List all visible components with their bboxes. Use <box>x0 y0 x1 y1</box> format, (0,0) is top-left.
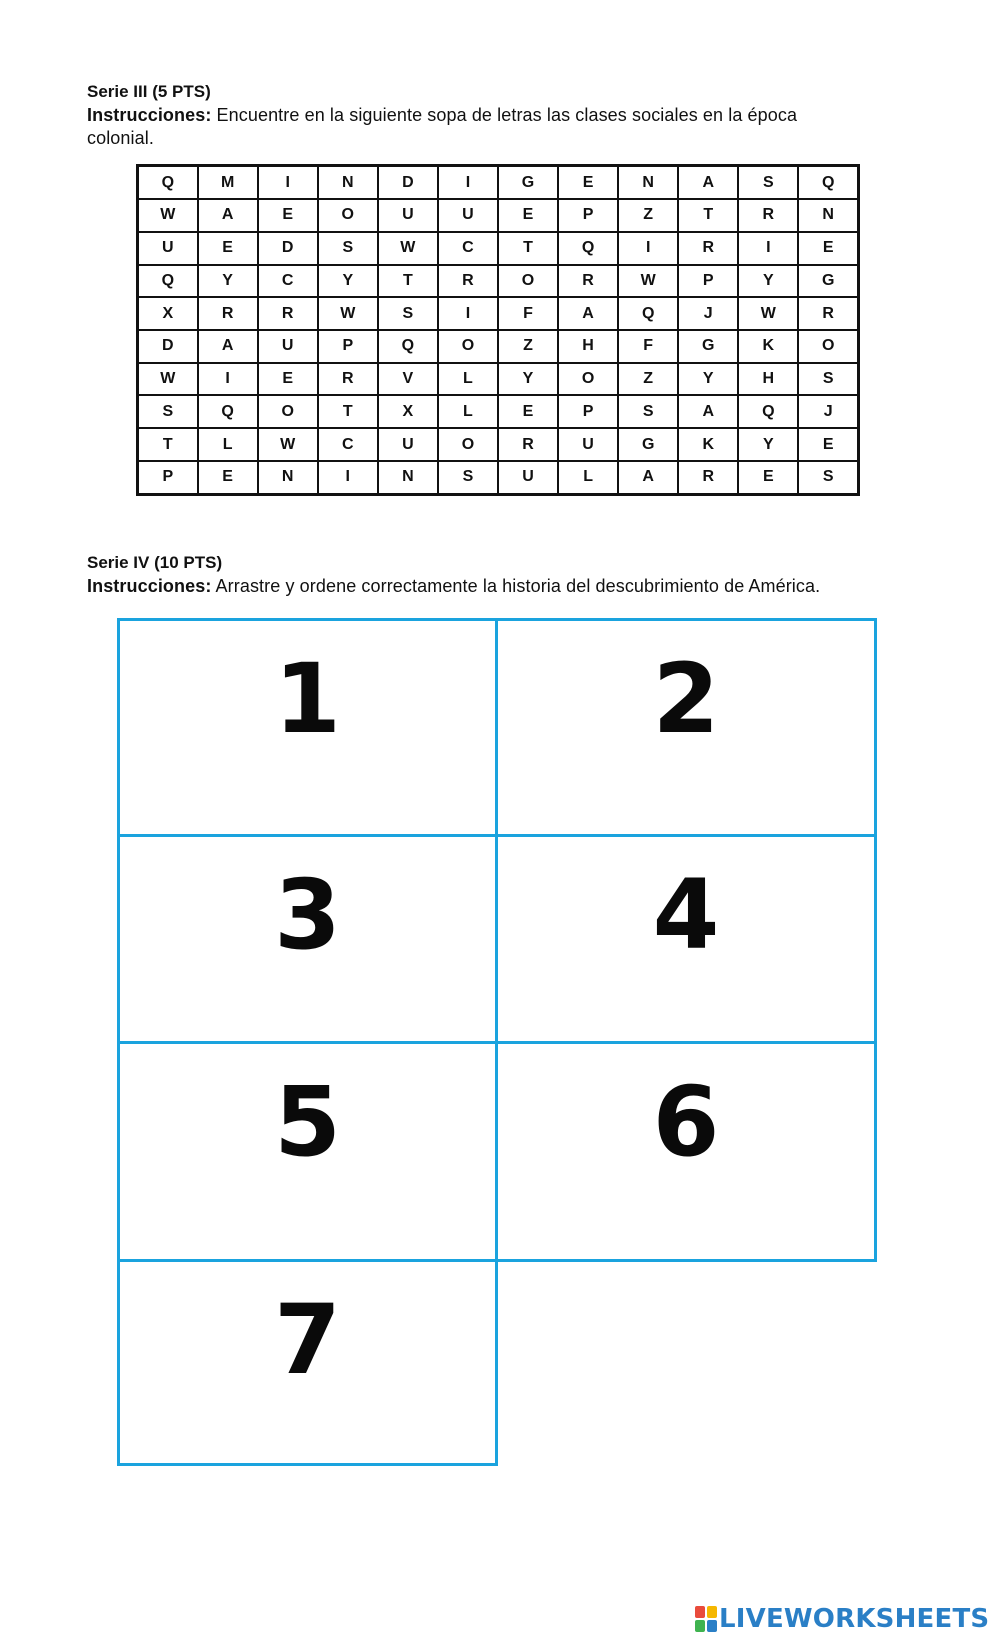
word-search-cell[interactable]: W <box>258 428 318 461</box>
word-search-cell[interactable]: E <box>558 166 618 200</box>
drop-box-3[interactable] <box>117 834 498 1044</box>
word-search-cell[interactable]: T <box>318 395 378 428</box>
instructions-label: Instrucciones: <box>87 576 212 596</box>
word-search-cell[interactable]: S <box>798 461 858 495</box>
word-search-cell[interactable]: S <box>738 166 798 200</box>
word-search-cell[interactable]: X <box>378 395 438 428</box>
word-search-cell[interactable]: F <box>498 297 558 330</box>
word-search-cell[interactable]: P <box>678 265 738 298</box>
word-search-cell[interactable]: W <box>138 199 198 232</box>
word-search-cell[interactable]: W <box>618 265 678 298</box>
word-search-cell[interactable]: R <box>498 428 558 461</box>
word-search-cell[interactable]: I <box>618 232 678 265</box>
serie-iv-title: Serie IV (10 PTS) <box>87 553 223 572</box>
word-search-cell[interactable]: V <box>378 363 438 396</box>
word-search-cell[interactable]: S <box>438 461 498 495</box>
word-search-cell[interactable]: R <box>438 265 498 298</box>
box-number: 1 <box>274 643 341 755</box>
word-search-cell[interactable]: Q <box>378 330 438 363</box>
serie-iii-instructions <box>87 104 847 150</box>
word-search-cell[interactable]: R <box>558 265 618 298</box>
word-search-cell[interactable]: E <box>498 395 558 428</box>
word-search-cell[interactable]: Q <box>738 395 798 428</box>
box-number: 4 <box>652 859 720 971</box>
word-search-cell[interactable]: I <box>438 297 498 330</box>
drop-box-2[interactable] <box>495 618 877 837</box>
word-search-cell[interactable]: O <box>798 330 858 363</box>
word-search-cell[interactable]: U <box>378 428 438 461</box>
word-search-cell[interactable]: S <box>318 232 378 265</box>
word-search-cell[interactable]: R <box>678 461 738 495</box>
serie-iii-title: Serie III (5 PTS) <box>87 82 211 101</box>
word-search-cell[interactable]: L <box>198 428 258 461</box>
word-search-cell[interactable]: C <box>258 265 318 298</box>
word-search-cell[interactable]: S <box>798 363 858 396</box>
word-search-cell[interactable]: J <box>678 297 738 330</box>
word-search-cell[interactable]: A <box>678 395 738 428</box>
word-search-row <box>138 166 859 200</box>
word-search-row <box>138 461 859 495</box>
box-number: 7 <box>274 1284 341 1396</box>
word-search-row <box>138 199 859 232</box>
word-search-cell[interactable]: E <box>498 199 558 232</box>
word-search-cell[interactable]: S <box>618 395 678 428</box>
word-search-cell[interactable]: X <box>138 297 198 330</box>
word-search-cell[interactable]: C <box>438 232 498 265</box>
word-search-cell[interactable]: W <box>738 297 798 330</box>
word-search-cell[interactable]: I <box>318 461 378 495</box>
word-search-cell[interactable]: O <box>498 265 558 298</box>
word-search-cell[interactable]: Z <box>498 330 558 363</box>
brand-name: LIVEWORKSHEETS <box>719 1604 990 1634</box>
word-search-cell[interactable]: Y <box>738 428 798 461</box>
word-search-cell[interactable]: R <box>738 199 798 232</box>
box-number: 3 <box>274 859 341 971</box>
word-search-cell[interactable]: P <box>138 461 198 495</box>
word-search-cell[interactable]: P <box>558 199 618 232</box>
word-search-cell[interactable]: Q <box>138 265 198 298</box>
word-search-cell[interactable]: U <box>498 461 558 495</box>
word-search-cell[interactable]: E <box>798 232 858 265</box>
word-search-cell[interactable]: T <box>498 232 558 265</box>
word-search-cell[interactable]: F <box>618 330 678 363</box>
word-search-cell[interactable]: Q <box>798 166 858 200</box>
word-search-cell[interactable]: S <box>378 297 438 330</box>
word-search-cell[interactable]: Y <box>738 265 798 298</box>
word-search-cell[interactable]: Y <box>198 265 258 298</box>
word-search-row <box>138 363 859 396</box>
word-search-cell[interactable]: Z <box>618 199 678 232</box>
word-search-cell[interactable]: C <box>318 428 378 461</box>
word-search-row <box>138 428 859 461</box>
word-search-cell[interactable]: E <box>198 232 258 265</box>
word-search-cell[interactable]: L <box>438 395 498 428</box>
box-number: 6 <box>652 1066 720 1178</box>
word-search-cell[interactable]: R <box>678 232 738 265</box>
word-search-cell[interactable]: D <box>378 166 438 200</box>
word-search-cell[interactable]: I <box>198 363 258 396</box>
word-search-row <box>138 297 859 330</box>
word-search-cell[interactable]: A <box>198 330 258 363</box>
liveworksheets-logo-icon <box>695 1606 717 1632</box>
word-search-cell[interactable]: E <box>258 199 318 232</box>
word-search-cell[interactable]: U <box>438 199 498 232</box>
instructions-label: Instrucciones: <box>87 105 212 125</box>
word-search-cell[interactable]: E <box>798 428 858 461</box>
word-search-row <box>138 265 859 298</box>
word-search-cell[interactable]: Q <box>198 395 258 428</box>
word-search-cell[interactable]: U <box>378 199 438 232</box>
word-search-cell[interactable]: D <box>258 232 318 265</box>
word-search-cell[interactable]: T <box>378 265 438 298</box>
word-search-cell[interactable]: Y <box>318 265 378 298</box>
word-search-row <box>138 395 859 428</box>
word-search-row <box>138 232 859 265</box>
word-search-cell[interactable]: Y <box>678 363 738 396</box>
instructions-text: Arrastre y ordene correctamente la historia del descubrimiento de América. <box>211 576 821 596</box>
word-search-cell[interactable]: O <box>318 199 378 232</box>
word-search-cell[interactable]: H <box>558 330 618 363</box>
word-search-cell[interactable]: T <box>138 428 198 461</box>
word-search-cell[interactable]: W <box>138 363 198 396</box>
word-search-cell[interactable]: T <box>678 199 738 232</box>
box-number: 2 <box>652 643 720 755</box>
word-search-cell[interactable]: P <box>558 395 618 428</box>
word-search-cell[interactable]: A <box>618 461 678 495</box>
word-search-cell[interactable]: A <box>558 297 618 330</box>
drop-box-1[interactable] <box>117 618 498 837</box>
word-search-cell[interactable]: U <box>138 232 198 265</box>
word-search-cell[interactable]: Q <box>138 166 198 200</box>
word-search-cell[interactable]: N <box>318 166 378 200</box>
word-search-cell[interactable]: R <box>798 297 858 330</box>
word-search-cell[interactable]: J <box>798 395 858 428</box>
word-search-cell[interactable]: U <box>258 330 318 363</box>
instructions-text: Encuentre en la siguiente sopa de letras las clases sociales en la época colonial. <box>87 105 798 148</box>
word-search-cell[interactable]: K <box>678 428 738 461</box>
drop-box-6[interactable] <box>495 1041 877 1262</box>
word-search-cell[interactable]: Y <box>498 363 558 396</box>
word-search-cell[interactable]: R <box>318 363 378 396</box>
word-search-cell[interactable]: R <box>258 297 318 330</box>
word-search-cell[interactable]: R <box>198 297 258 330</box>
word-search-cell[interactable]: W <box>378 232 438 265</box>
box-number: 5 <box>274 1066 341 1178</box>
serie-iv-instructions <box>87 575 967 598</box>
word-search-cell[interactable]: A <box>198 199 258 232</box>
drop-box-7[interactable] <box>117 1259 498 1466</box>
word-search-cell[interactable]: I <box>258 166 318 200</box>
word-search-cell[interactable]: M <box>198 166 258 200</box>
word-search-cell[interactable]: Q <box>618 297 678 330</box>
word-search-cell[interactable]: L <box>438 363 498 396</box>
word-search-cell[interactable]: O <box>258 395 318 428</box>
drop-box-4[interactable] <box>495 834 877 1044</box>
word-search-cell[interactable]: W <box>318 297 378 330</box>
word-search-cell[interactable]: G <box>618 428 678 461</box>
word-search-cell[interactable]: K <box>738 330 798 363</box>
word-search-cell[interactable]: S <box>138 395 198 428</box>
word-search-cell[interactable]: Q <box>558 232 618 265</box>
word-search-cell[interactable]: L <box>558 461 618 495</box>
word-search-cell[interactable]: E <box>198 461 258 495</box>
word-search-cell[interactable]: A <box>678 166 738 200</box>
word-search-cell[interactable]: N <box>798 199 858 232</box>
word-search-cell[interactable]: G <box>678 330 738 363</box>
word-search-cell[interactable]: E <box>258 363 318 396</box>
word-search-cell[interactable]: H <box>738 363 798 396</box>
word-search-cell[interactable]: D <box>138 330 198 363</box>
word-search-cell[interactable]: G <box>498 166 558 200</box>
word-search-grid <box>136 164 860 496</box>
word-search-cell[interactable]: U <box>558 428 618 461</box>
word-search-cell[interactable]: O <box>438 330 498 363</box>
word-search-cell[interactable]: Z <box>618 363 678 396</box>
word-search-cell[interactable]: I <box>438 166 498 200</box>
word-search-cell[interactable]: N <box>618 166 678 200</box>
word-search-cell[interactable]: N <box>258 461 318 495</box>
word-search-row <box>138 330 859 363</box>
drop-box-5[interactable] <box>117 1041 498 1262</box>
word-search-cell[interactable]: E <box>738 461 798 495</box>
word-search-cell[interactable]: O <box>438 428 498 461</box>
word-search-cell[interactable]: P <box>318 330 378 363</box>
word-search-cell[interactable]: I <box>738 232 798 265</box>
word-search-cell[interactable]: O <box>558 363 618 396</box>
word-search-cell[interactable]: N <box>378 461 438 495</box>
word-search-cell[interactable]: G <box>798 265 858 298</box>
liveworksheets-brand <box>695 1604 989 1634</box>
